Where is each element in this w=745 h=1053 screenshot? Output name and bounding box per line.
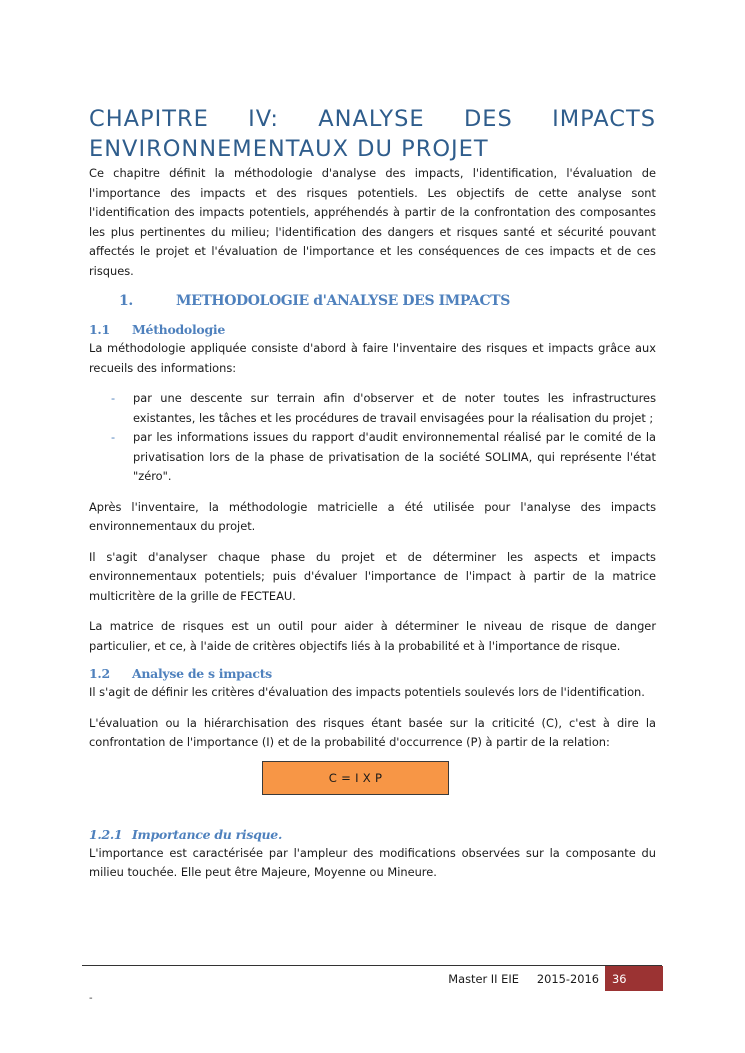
chapter-title xyxy=(89,104,656,164)
chapter-title-line1: CHAPITRE IV: ANALYSE DES IMPACTS xyxy=(89,106,656,132)
chapter-title-line2: ENVIRONNEMENTAUX DU PROJET xyxy=(89,136,489,162)
section-1-2-1-title: Importance du risque. xyxy=(132,826,282,842)
section-1-2-1-heading xyxy=(89,826,656,844)
section-1-2-title: Analyse de s impacts xyxy=(132,666,272,681)
methodology-paragraph-4: La matrice de risques est un outil pour aider à déterminer le niveau de risque de danger particulier, et ce, à l'aide de critères objectifs liés à la probabilité et à l'importance de risque. xyxy=(89,619,656,653)
bullet-dash: - xyxy=(111,391,116,405)
methodology-paragraph-1: La méthodologie appliquée consiste d'abord à faire l'inventaire des risques et impacts grâce aux recueils des informations: xyxy=(89,341,656,375)
bullet-dash: - xyxy=(111,430,116,444)
section-1-1-title: Méthodologie xyxy=(132,322,225,337)
page-footer xyxy=(82,966,663,991)
list-item xyxy=(89,428,656,487)
section-1-number: 1. xyxy=(119,293,133,309)
section-1-1-heading xyxy=(89,321,656,339)
analysis-paragraph-1: Il s'agit de définir les critères d'évaluation des impacts potentiels soulevés lors de l'identification. xyxy=(89,685,645,699)
section-1-2-heading xyxy=(89,665,656,683)
section-1-1-number: 1.1 xyxy=(89,322,110,337)
chapter-intro: Ce chapitre définit la méthodologie d'analyse des impacts, l'identification, l'évaluation de l'importance des impacts et des risques potentiels. Les objectifs de cette analyse sont l'identification des impacts potentiels, appréhendés à partir de la confrontation des composantes les plus pertinentes du milieu; l'identification des dangers et risques santé et sécurité pouvant affectés le projet et l'évaluation de l'importance et les conséquences de ces impacts et de ces risques. xyxy=(89,166,656,278)
document-page xyxy=(89,104,656,883)
page-number: 36 xyxy=(605,966,663,991)
bullet-text: par une descente sur terrain afin d'observer et de noter toutes les infrastructures existantes, les tâches et les procédures de travail envisagées pour la réalisation du projet ; xyxy=(133,391,656,425)
formula-box xyxy=(262,761,449,795)
bullet-list xyxy=(89,389,656,487)
list-item xyxy=(89,389,656,428)
section-1-2-1-number: 1.2.1 xyxy=(89,826,123,842)
formula-text: C = I X P xyxy=(328,770,383,785)
bullet-text: par les informations issues du rapport d'audit environnemental réalisé par le comité de la privatisation lors de la phase de privatisation de la société SOLIMA, qui représente l'état "zéro". xyxy=(133,430,656,483)
methodology-paragraph-3: Il s'agit d'analyser chaque phase du projet et de déterminer les aspects et impacts environnementaux potentiels; puis d'évaluer l'importance de l'impact à partir de la matrice multicritère de la grille de FECTEAU. xyxy=(89,549,656,603)
methodology-paragraph-2: Après l'inventaire, la méthodologie matricielle a été utilisée pour l'analyse des impacts environnementaux du projet. xyxy=(89,499,656,533)
analysis-paragraph-2: L'évaluation ou la hiérarchisation des risques étant basée sur la criticité (C), c'est à dire la confrontation de l'importance (I) et de la probabilité d'occurrence (P) à partir de la relation: xyxy=(89,715,656,749)
section-1-2-number: 1.2 xyxy=(89,666,110,681)
importance-paragraph: L'importance est caractérisée par l'ampleur des modifications observées sur la composante du milieu touchée. Elle peut être Majeure, Moyenne ou Mineure. xyxy=(89,845,656,879)
footer-year: 2015-2016 xyxy=(536,971,599,986)
section-1-title: METHODOLOGIE d'ANALYSE DES IMPACTS xyxy=(176,293,510,309)
bottom-mark: - xyxy=(89,993,93,1004)
footer-course: Master II EIE xyxy=(448,971,519,986)
section-1-heading xyxy=(119,293,656,309)
